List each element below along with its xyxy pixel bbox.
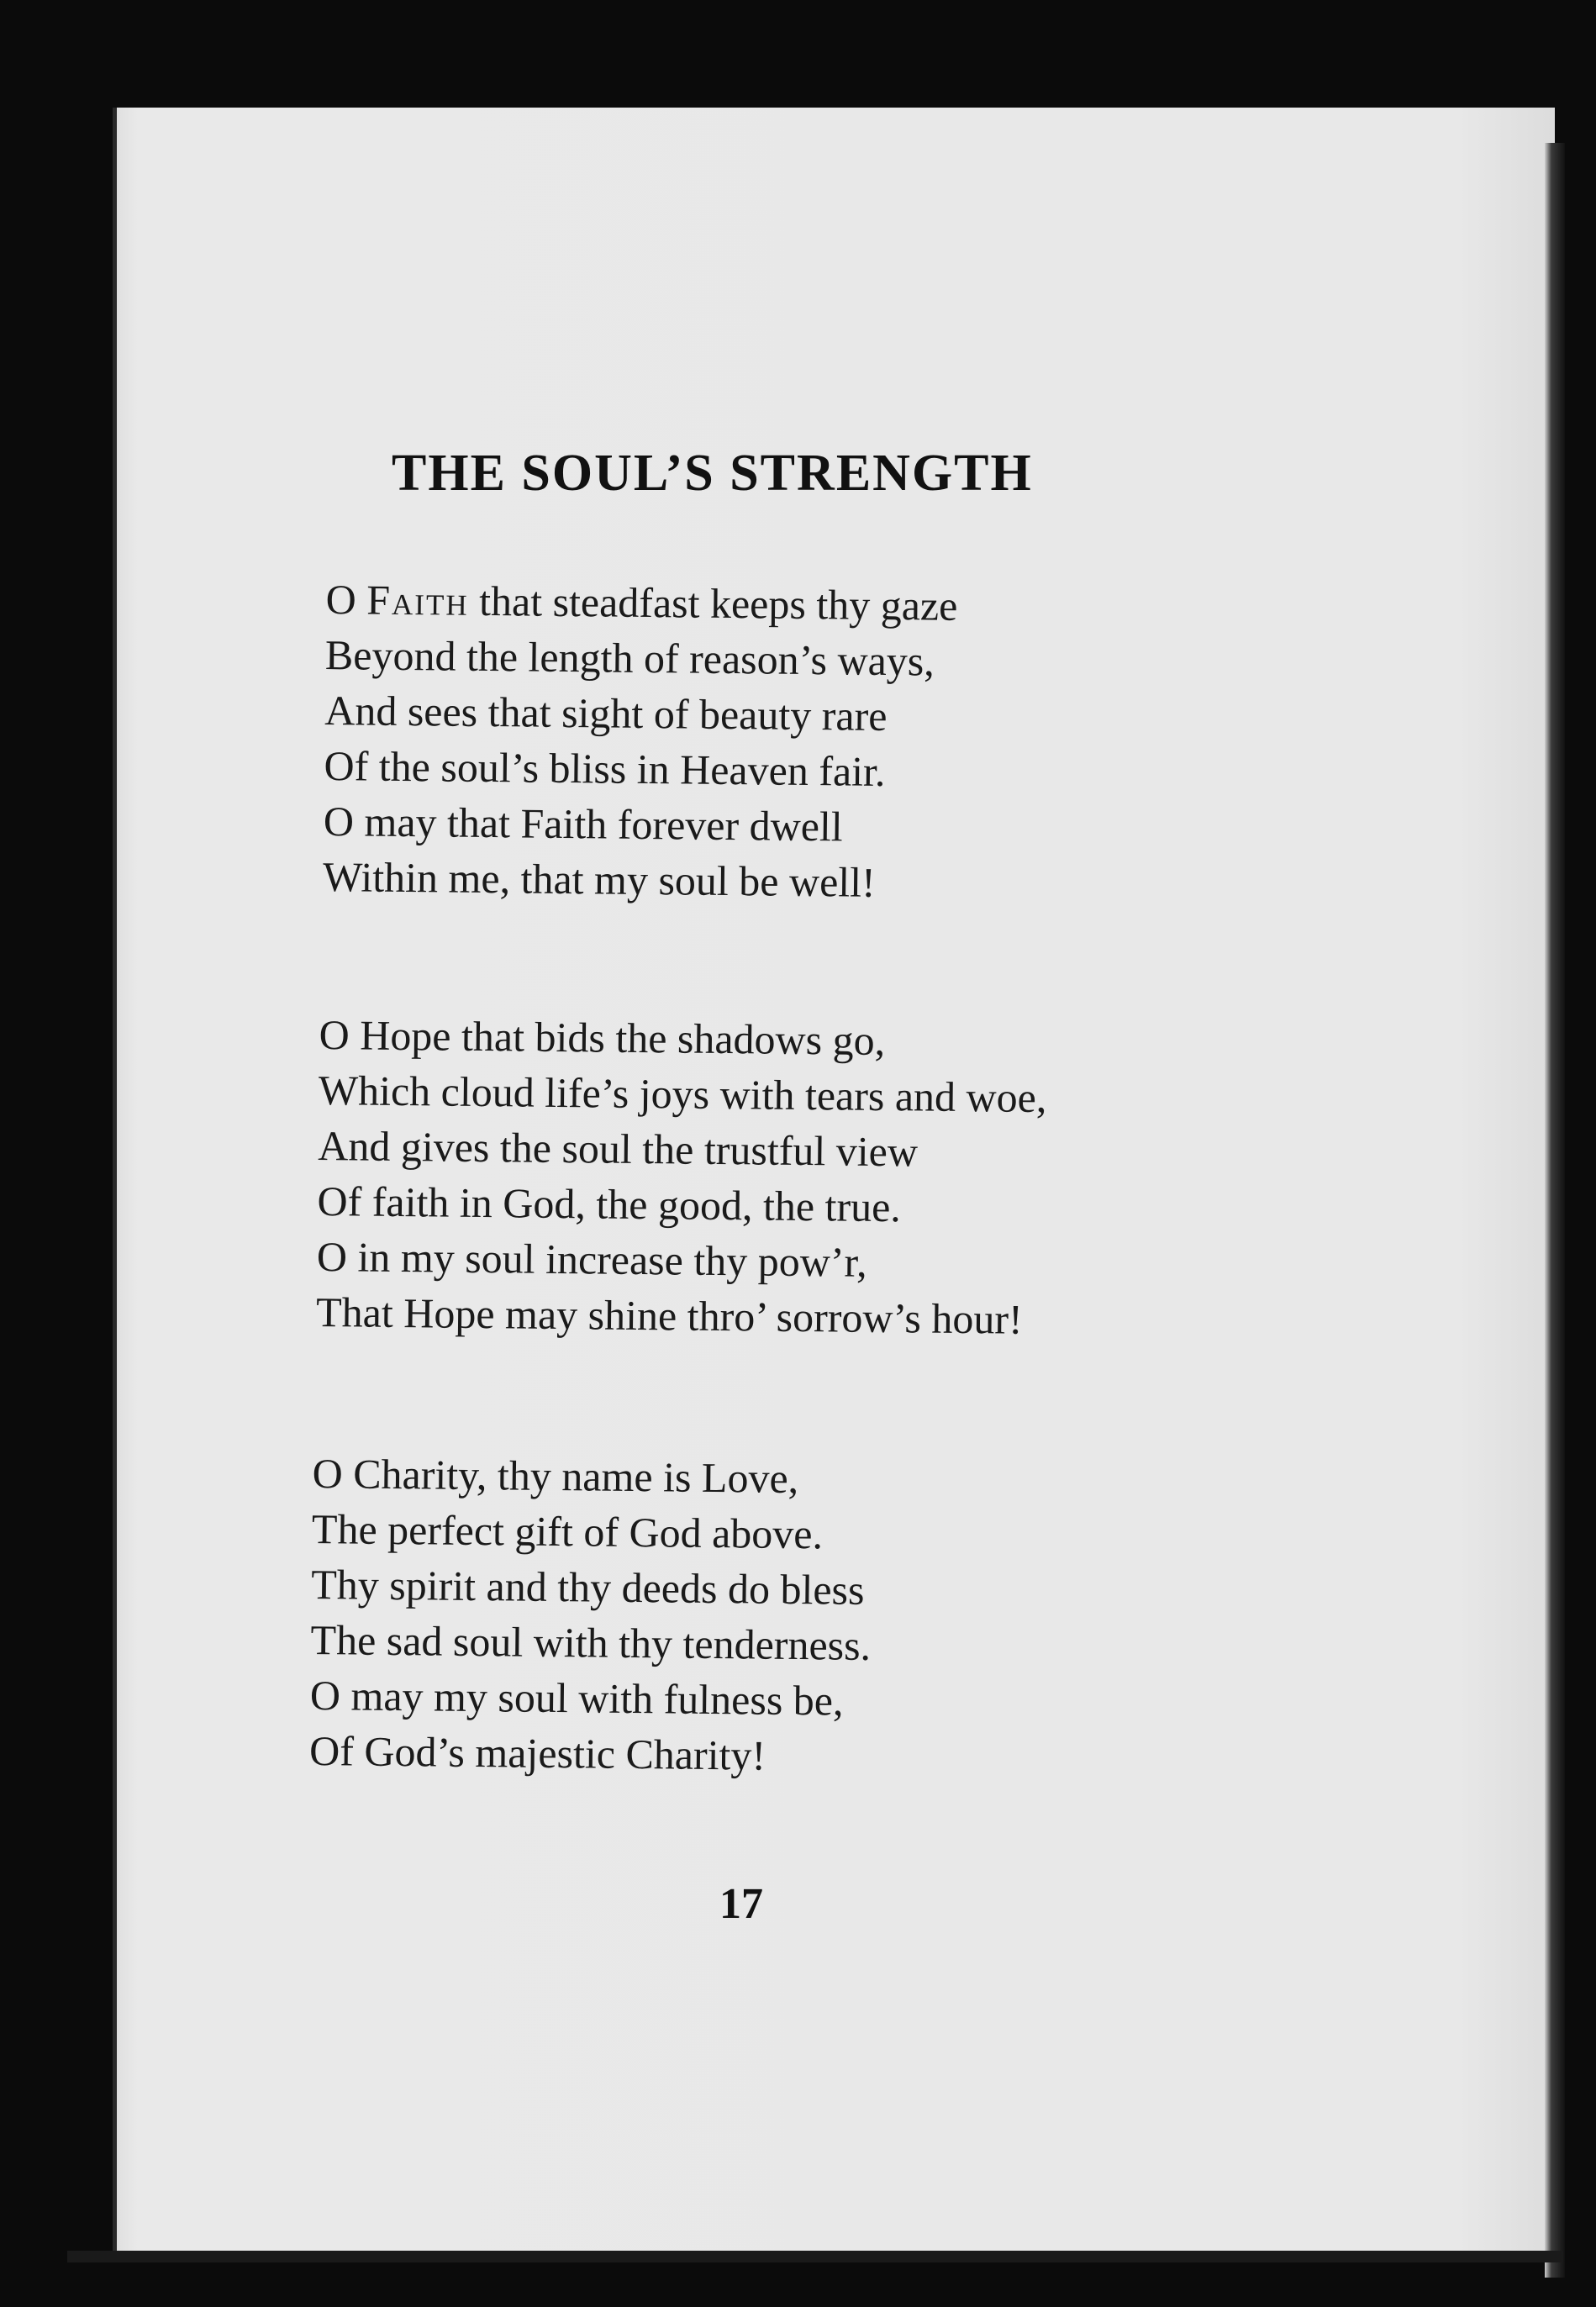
- poem-line: O may my soul with fulness be,: [309, 1671, 844, 1725]
- page-bottom-edge: [67, 2251, 1563, 2262]
- poem-line: That Hope may shine thro’ sorrow’s hour!: [315, 1288, 1024, 1343]
- poem-line: O Charity, thy name is Love,: [312, 1449, 799, 1503]
- poem-line: O Hope that bids the shadows go,: [319, 1010, 886, 1065]
- poem-line: The sad soul with thy tenderness.: [310, 1615, 872, 1669]
- stanza-faith: [323, 571, 958, 911]
- poem-line: And gives the soul the trustful view: [317, 1121, 919, 1176]
- poem-line: The perfect gift of God above.: [311, 1504, 824, 1558]
- poem-line: And sees that sight of beauty rare: [324, 686, 888, 740]
- poem-line: Thy spirit and thy deeds do bless: [310, 1560, 865, 1614]
- page-number: 17: [719, 1880, 763, 1928]
- poem-line: Of the soul’s bliss in Heaven fair.: [324, 741, 886, 795]
- poem-line: O in my soul increase thy pow’r,: [316, 1232, 867, 1286]
- poem-line: Of God’s majestic Charity!: [308, 1726, 766, 1779]
- page-right-edge: [1545, 143, 1565, 2278]
- line-rest: that steadfast keeps thy gaze: [468, 577, 958, 629]
- poem-line: Within me, that my soul be well!: [322, 852, 877, 906]
- poem-line: [325, 571, 957, 634]
- line-prefix: O: [325, 575, 367, 624]
- stanza-charity: [309, 1446, 873, 1784]
- poem-line: Beyond the length of reason’s ways,: [324, 630, 935, 685]
- poem-title: THE SOUL’S STRENGTH: [392, 445, 1033, 502]
- poem-line: Which cloud life’s joys with tears and woe,: [318, 1066, 1047, 1122]
- small-caps-word: Faith: [366, 576, 469, 624]
- binding-edge: [113, 108, 117, 2259]
- stanza-hope: [316, 1007, 1048, 1347]
- poem-line: Of faith in God, the good, the true.: [317, 1177, 902, 1231]
- poem-line: O may that Faith forever dwell: [323, 797, 844, 851]
